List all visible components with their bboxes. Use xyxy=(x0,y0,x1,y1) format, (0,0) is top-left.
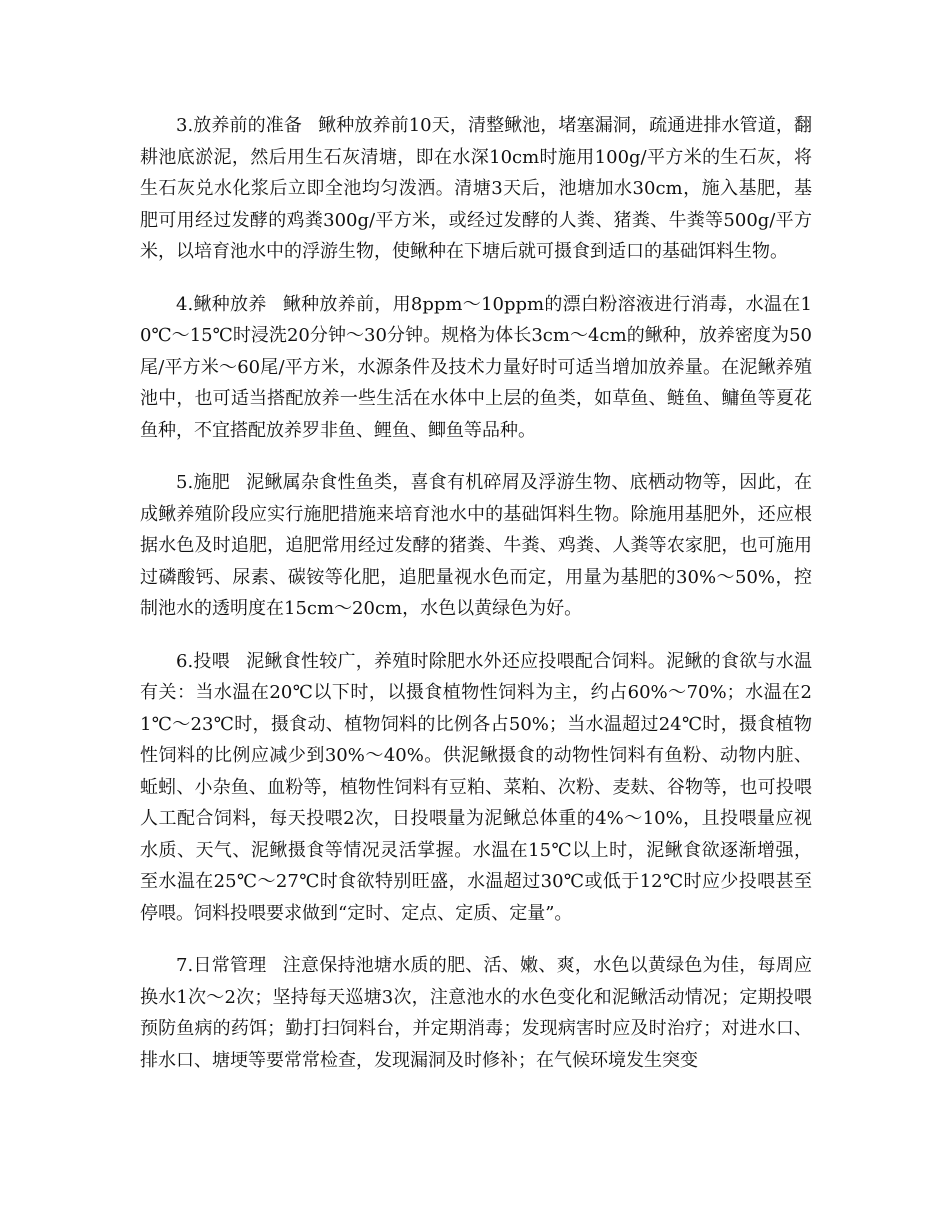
paragraph-heading: 3.放养前的准备 xyxy=(176,115,302,136)
paragraph-body: 泥鳅属杂食性鱼类，喜食有机碎屑及浮游生物、底栖动物等，因此，在成鳅养殖阶段应实行施肥措施来培育池水中的基础饵料生物。除施用基肥外，还应根据水色及时追肥，追肥常用经过发酵的猪粪、牛粪、鸡粪、人粪等农家肥，也可施用过磷酸钙、尿素、碳铵等化肥，追肥量视水色而定，用量为基肥的30%～50%，控制池水的透明度在15cm～20cm，水色以黄绿色为好。 xyxy=(140,472,812,619)
paragraph-heading: 5.施肥 xyxy=(176,472,230,493)
paragraph-body: 鳅种放养前，用8ppm～10ppm的漂白粉溶液进行消毒，水温在10℃～15℃时浸洗20分钟～30分钟。规格为体长3cm～4cm的鳅种，放养密度为50尾/平方米～60尾/平方米，水源条件及技术力量好时可适当增加放养量。在泥鳅养殖池中，也可适当搭配放养一些生活在水体中上层的鱼类，如草鱼、鲢鱼、鳙鱼等夏花鱼种，不宜搭配放养罗非鱼、鲤鱼、鲫鱼等品种。 xyxy=(140,293,812,441)
paragraph-body: 注意保持池塘水质的肥、活、嫩、爽，水色以黄绿色为佳，每周应换水1次～2次；坚持每天巡塘3次，注意池水的水色变化和泥鳅活动情况；定期投喂预防鱼病的药饵；勤打扫饲料台，并定期消毒；发现病害时应及时治疗；对进水口、排水口、塘埂等要常常检查，发现漏洞及时修补；在气候环境发生突变 xyxy=(140,955,812,1071)
paragraph-heading: 7.日常管理 xyxy=(176,955,267,976)
paragraph-fingerling-stocking xyxy=(140,289,812,447)
paragraph-heading: 6.投喂 xyxy=(176,650,230,672)
paragraph-stocking-preparation xyxy=(140,110,812,268)
paragraph-daily-management xyxy=(140,950,812,1076)
paragraph-heading: 4.鳅种放养 xyxy=(176,293,267,315)
document-page xyxy=(140,110,812,1097)
paragraph-fertilization xyxy=(140,467,812,625)
paragraph-feeding xyxy=(140,646,812,930)
paragraph-body: 鳅种放养前10天，清整鳅池，堵塞漏洞，疏通进排水管道，翻耕池底淤泥，然后用生石灰清塘，即在水深10cm时施用100g/平方米的生石灰，将生石灰兑水化浆后立即全池均匀泼洒。清塘3天后，池塘加水30cm，施入基肥，基肥可用经过发酵的鸡粪300g/平方米，或经过发酵的人粪、猪粪、牛粪等500g/平方米，以培育池水中的浮游生物，使鳅种在下塘后就可摄食到适口的基础饵料生物。 xyxy=(140,115,812,262)
paragraph-body: 泥鳅食性较广，养殖时除肥水外还应投喂配合饲料。泥鳅的食欲与水温有关：当水温在20℃以下时，以摄食植物性饲料为主，约占60%～70%；水温在21℃～23℃时，摄食动、植物饲料的比例各占50%；当水温超过24℃时，摄食植物性饲料的比例应减少到30%～40%。供泥鳅摄食的动物性饲料有鱼粉、动物内脏、蚯蚓、小杂鱼、血粉等，植物性饲料有豆粕、菜粕、次粉、麦麸、谷物等，也可投喂人工配合饲料，每天投喂2次，日投喂量为泥鳅总体重的4%～10%，且投喂量应视水质、天气、泥鳅摄食等情况灵活掌握。水温在15℃以上时，泥鳅食欲逐渐增强，至水温在25℃～27℃时食欲特别旺盛，水温超过30℃或低于12℃时应少投喂甚至停喂。饲料投喂要求做到“定时、定点、定质、定量”。 xyxy=(140,650,812,924)
